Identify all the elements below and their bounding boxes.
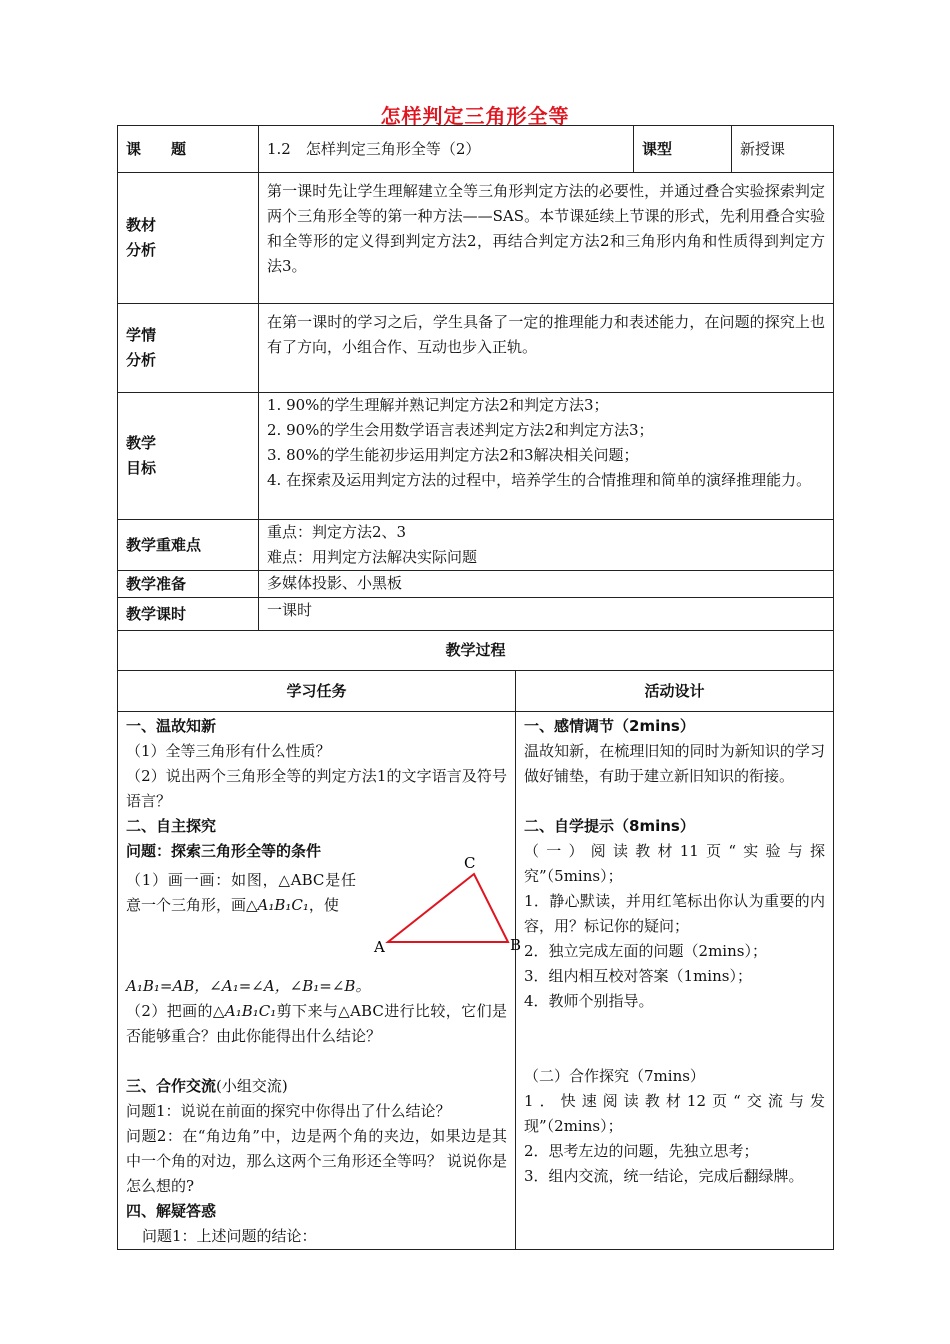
key-points-label: 教学重难点 [118, 520, 259, 571]
teaching-goals-list [259, 393, 834, 520]
student-label-line2: 分析 [126, 351, 157, 369]
topic-value: 1.2 怎样判定三角形全等（2） [259, 126, 634, 173]
student-analysis-label [118, 304, 259, 393]
key-points-cell [259, 520, 834, 571]
cooperative-item: 1．快速阅读教材12页“交流与发现”（2mins）； [524, 1092, 825, 1135]
key-point: 重点：判定方法2、3 [267, 523, 407, 541]
section-review-title: 一、温故知新 [126, 717, 217, 735]
document-title: 怎样判定三角形全等 [380, 104, 570, 128]
learning-tasks-header: 学习任务 [118, 671, 516, 712]
activity-design-header: 活动设计 [516, 671, 834, 712]
process-heading: 教学过程 [118, 631, 834, 671]
self-study-subtitle-1: （一）阅读教材11页“实验与探究”（5mins）； [524, 842, 825, 885]
emotion-adjust-title: 一、感情调节（2mins） [524, 717, 695, 735]
vertex-c-label: C [464, 854, 476, 872]
textbook-label-line1: 教材 [126, 216, 157, 234]
activity-design-cell [516, 712, 834, 1250]
learning-tasks-cell [118, 712, 522, 1250]
teaching-goals-label [118, 393, 259, 520]
class-hours-label: 教学课时 [118, 598, 259, 631]
lesson-plan-table [117, 125, 834, 1250]
draw-instruction: （1）画一画：如图，△ABC是任意一个三角形，画△A₁B₁C₁，使 [126, 871, 356, 914]
cooperative-item: 3．组内交流，统一结论，完成后翻绿牌。 [524, 1167, 804, 1185]
self-study-item: 1．静心默读，并用红笔标出你认为重要的内容，用？标记你的疑问； [524, 892, 825, 935]
triangle-figure [366, 854, 522, 964]
review-question-1: （1）全等三角形有什么性质？ [126, 742, 331, 760]
goal-item: 4. 在探索及运用判定方法的过程中，培养学生的合情推理和简单的演绎推理能力。 [267, 471, 812, 489]
review-question-2: （2）说出两个三角形全等的判定方法1的文字语言及符号语言？ [126, 767, 507, 810]
vertex-b-label: B [510, 936, 522, 954]
type-label: 课型 [634, 126, 732, 173]
topic-label: 课 题 [118, 126, 259, 173]
cooperative-item: 2．思考左边的问题，先独立思考； [524, 1142, 759, 1160]
preparation-label: 教学准备 [118, 571, 259, 598]
explore-figure-block [126, 854, 522, 974]
goal-item: 2. 90%的学生会用数学语言表述判定方法2和判定方法3； [267, 421, 654, 439]
goal-label-line2: 目标 [126, 459, 157, 477]
self-study-item: 3．组内相互校对答案（1mins）； [524, 967, 752, 985]
goal-label-line1: 教学 [126, 434, 157, 452]
emotion-adjust-text: 温故知新，在梳理旧知的同时为新知识的学习做好铺垫，有助于建立新旧知识的衔接。 [524, 742, 825, 785]
student-analysis-text: 在第一课时的学习之后，学生具备了一定的推理能力和表述能力，在问题的探究上也有了方向，小组合作、互动也步入正轨。 [259, 304, 834, 393]
cooperate-question-2: 问题2：在“角边角”中，边是两个角的夹边，如果边是其中一个角的对边，那么这两个三角形还全等吗？ 说说你是怎么想的? [126, 1127, 507, 1195]
goal-item: 3. 80%的学生能初步运用判定方法2和3解决相关问题； [267, 446, 639, 464]
textbook-analysis-text: 第一课时先让学生理解建立全等三角形判定方法的必要性，并通过叠合实验探索判定两个三角形全等的第一种方法——SAS。本节课延续上节课的形式，先利用叠合实验和全等形的定义得到判定方法2，再结合判定方法2和三角形内角和性质得到判定方法3。 [259, 173, 834, 304]
triangle-abc-shape [388, 874, 508, 942]
self-study-title: 二、自学提示（8mins） [524, 817, 695, 835]
answer-question-1: 问题1：上述问题的结论： [142, 1227, 317, 1245]
draw-condition: A₁B₁=AB，∠A₁=∠A，∠B₁=∠B。 [126, 977, 371, 995]
self-study-item: 4．教师个别指导。 [524, 992, 654, 1010]
textbook-label-line2: 分析 [126, 241, 157, 259]
section-cooperate-title: 三、合作交流(小组交流) [126, 1077, 288, 1095]
cooperative-explore-subtitle: （二）合作探究（7mins） [524, 1067, 705, 1085]
class-hours-value: 一课时 [259, 598, 834, 631]
section-explore-title: 二、自主探究 [126, 817, 217, 835]
textbook-analysis-label [118, 173, 259, 304]
cooperate-question-1: 问题1：说说在前面的探究中你得出了什么结论？ [126, 1102, 451, 1120]
type-value: 新授课 [732, 126, 834, 173]
difficult-point: 难点：用判定方法解决实际问题 [267, 548, 478, 566]
self-study-item: 2．独立完成左面的问题（2mins）； [524, 942, 767, 960]
explore-problem: 问题：探索三角形全等的条件 [126, 842, 322, 860]
vertex-a-label: A [374, 938, 385, 956]
section-answer-title: 四、解疑答惑 [126, 1202, 217, 1220]
student-label-line1: 学情 [126, 326, 157, 344]
goal-item: 1. 90%的学生理解并熟记判定方法2和判定方法3； [267, 396, 609, 414]
preparation-value: 多媒体投影、小黑板 [259, 571, 834, 598]
cut-compare-instruction: （2）把画的△A₁B₁C₁剪下来与△ABC进行比较，它们是否能够重合？由此你能得出什么结论？ [126, 1002, 507, 1045]
